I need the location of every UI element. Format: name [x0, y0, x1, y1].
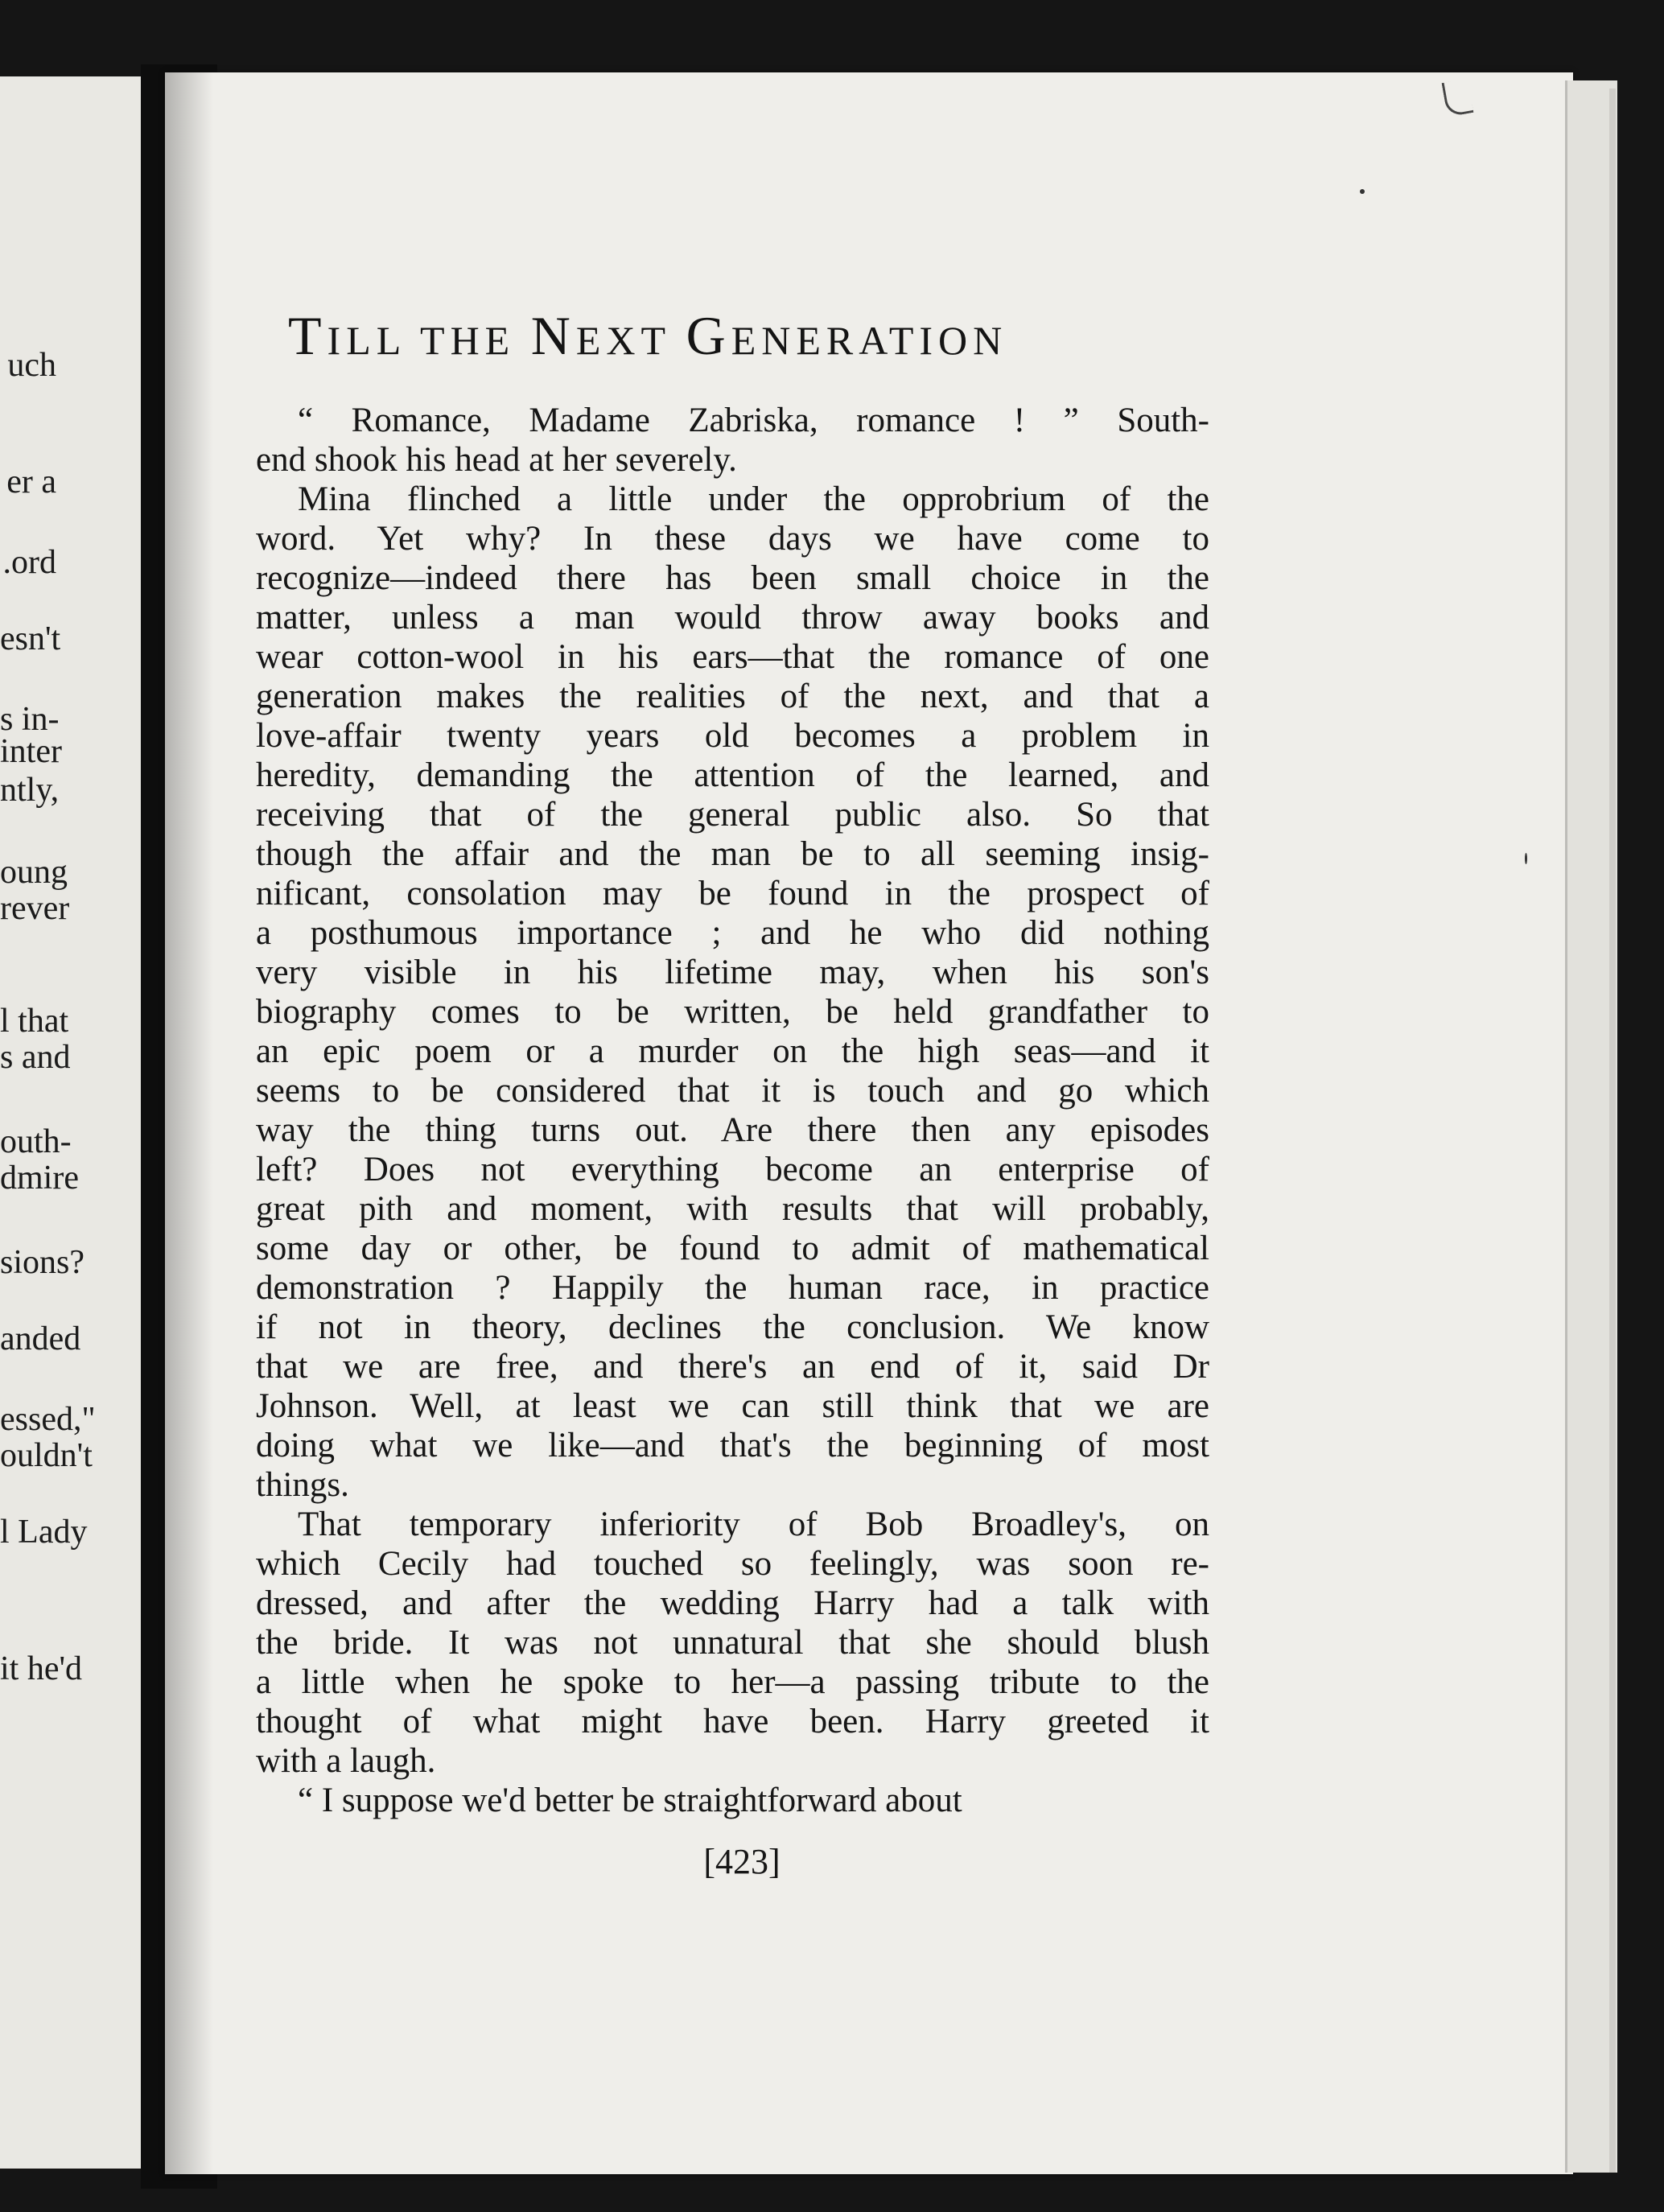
body-line: which Cecily had touched so feelingly, was soon re-	[256, 1545, 1209, 1583]
body-line: very visible in his lifetime may, when his son's	[256, 954, 1209, 991]
title-word-3-rest: ENERATION	[731, 318, 1008, 363]
left-page-fragment: essed,"	[0, 1401, 96, 1438]
body-line: recognize—indeed there has been small choice in the	[256, 559, 1209, 597]
body-line: wear cotton-wool in his ears—that the romance of one	[256, 638, 1209, 676]
left-page-fragment: sions?	[0, 1244, 84, 1281]
body-line: That temporary inferiority of Bob Broadley's, on	[298, 1506, 1209, 1543]
body-line: the bride. It was not unnatural that she should blush	[256, 1624, 1209, 1662]
left-page-fragment: ouldn't	[0, 1437, 93, 1474]
body-line: way the thing turns out. Are there then any episodes	[256, 1111, 1209, 1149]
body-line: “ I suppose we'd better be straightforward about	[298, 1782, 962, 1819]
body-line: a little when he spoke to her—a passing tribute to the	[256, 1663, 1209, 1701]
body-line: some day or other, be found to admit of mathematical	[256, 1230, 1209, 1267]
body-line: left? Does not everything become an enterprise of	[256, 1151, 1209, 1188]
left-page-fragment: ntly,	[0, 772, 60, 809]
body-line: heredity, demanding the attention of the learned, and	[256, 756, 1209, 794]
left-page-fragment: it he'd	[0, 1650, 83, 1687]
page-stack-edge-outer	[1609, 89, 1616, 2173]
body-line: dressed, and after the wedding Harry had a talk with	[256, 1584, 1209, 1622]
left-page-fragment: inter	[0, 733, 62, 770]
left-page-fragment: er a	[6, 463, 56, 500]
body-line: matter, unless a man would throw away books and	[256, 599, 1209, 636]
body-line: biography comes to be written, be held grandfather to	[256, 993, 1209, 1031]
title-word-2-cap: N	[530, 305, 576, 366]
title-word-3	[686, 305, 1008, 366]
body-line: word. Yet why? In these days we have come to	[256, 520, 1209, 558]
body-line: Johnson. Well, at least we can still think that we are	[256, 1387, 1209, 1425]
left-page-fragment: s and	[0, 1039, 71, 1076]
body-line: receiving that of the general public also. So that	[256, 796, 1209, 834]
left-page-fragment: outh-	[0, 1123, 72, 1160]
body-line: with a laugh.	[256, 1742, 436, 1780]
left-page-fragment: l Lady	[0, 1514, 88, 1551]
left-page-fragment: rever	[0, 890, 70, 927]
left-page-fragment: oung	[0, 854, 68, 891]
title-word-3-cap: G	[686, 305, 731, 366]
body-line: a posthumous importance ; and he who did nothing	[256, 914, 1209, 952]
body-line: love-affair twenty years old becomes a problem in	[256, 717, 1209, 755]
page-inner-shadow	[165, 72, 213, 2174]
left-page-fragment: dmire	[0, 1160, 79, 1197]
left-page-fragment: s in-	[0, 701, 60, 738]
body-line: Mina flinched a little under the opprobrium of the	[298, 480, 1209, 518]
chapter-title	[288, 304, 1213, 368]
left-page-fragment: l that	[0, 1003, 69, 1040]
title-word-1-rest: ILL THE	[327, 318, 516, 363]
body-line: doing what we like—and that's the beginning of most	[256, 1427, 1209, 1464]
body-line: demonstration ? Happily the human race, in practice	[256, 1269, 1209, 1307]
left-page-fragment: .ord	[2, 544, 56, 581]
title-word-1	[288, 305, 516, 366]
scan-speck	[1525, 853, 1527, 864]
title-word-2-rest: EXT	[575, 318, 671, 363]
body-line: though the affair and the man be to all seeming insig-	[256, 835, 1209, 873]
body-line: that we are free, and there's an end of it, said Dr	[256, 1348, 1209, 1386]
body-line: if not in theory, declines the conclusion. We know	[256, 1308, 1209, 1346]
body-line: seems to be considered that it is touch and go which	[256, 1072, 1209, 1110]
body-line: nificant, consolation may be found in the prospect of	[256, 875, 1209, 912]
body-line: “ Romance, Madame Zabriska, romance ! ” South-	[298, 402, 1209, 439]
title-word-1-cap: T	[288, 305, 327, 366]
body-line: end shook his head at her severely.	[256, 441, 737, 479]
left-page-fragment: esn't	[0, 620, 61, 657]
body-line: generation makes the realities of the next, and that a	[256, 678, 1209, 715]
chapter-body-text	[256, 401, 1209, 1820]
left-page-fragment: anded	[0, 1320, 81, 1357]
body-line: an epic poem or a murder on the high seas—and it	[256, 1032, 1209, 1070]
left-page-fragment: uch	[7, 347, 56, 384]
page-number: [423]	[703, 1842, 781, 1881]
body-line: great pith and moment, with results that will probably,	[256, 1190, 1209, 1228]
body-line: thought of what might have been. Harry greeted it	[256, 1703, 1209, 1740]
body-line: things.	[256, 1466, 349, 1504]
scan-speck	[1360, 189, 1365, 194]
title-word-2	[530, 305, 671, 366]
